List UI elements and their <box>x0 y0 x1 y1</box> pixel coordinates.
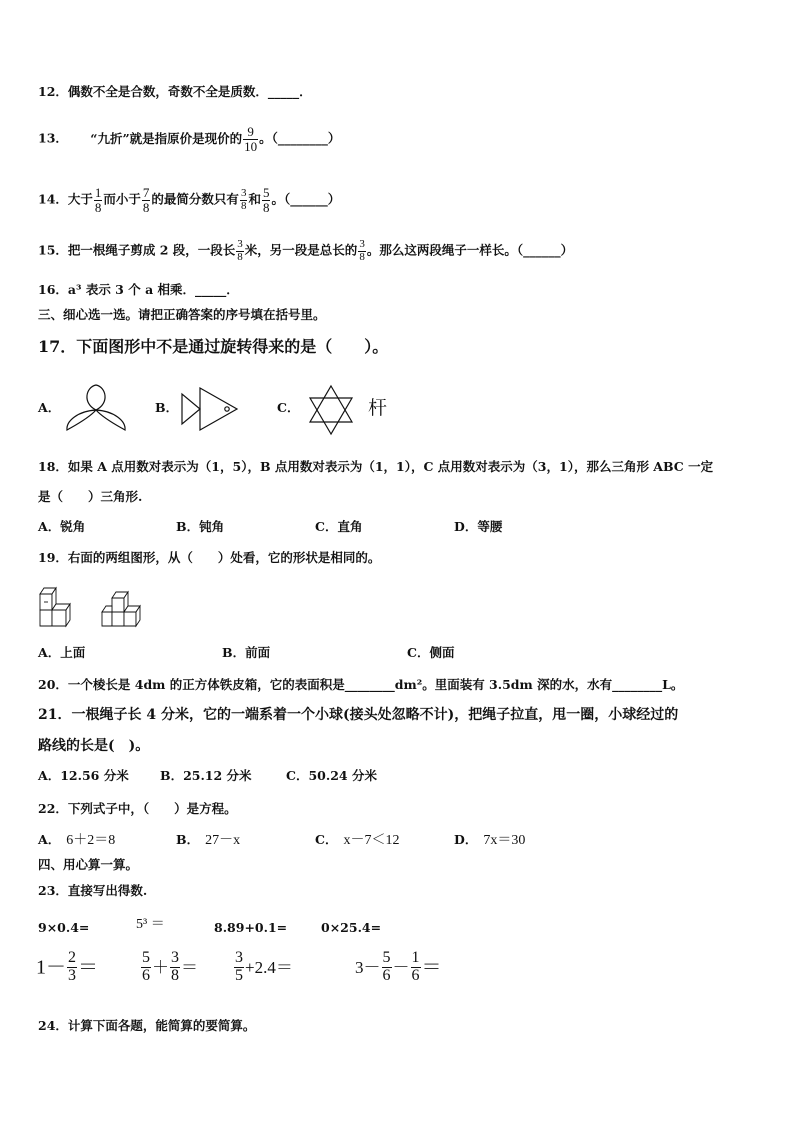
option-expression: x－7＜12 <box>343 833 400 848</box>
q15-line <box>38 239 573 263</box>
fraction <box>141 950 151 985</box>
q14-line <box>38 186 340 214</box>
fraction <box>170 950 180 985</box>
q23-problem-1: 9×0.4= <box>38 920 90 935</box>
section-3-heading: 三、细心选一选。请把正确答案的序号填在括号里。 <box>38 307 326 322</box>
q21-option-c: C．50.24 分米 <box>286 768 377 783</box>
q18-option-d: D．等腰 <box>454 519 503 534</box>
q22-option-b <box>176 834 240 848</box>
q23-problem-8 <box>355 950 442 985</box>
q23-problem-2: 5³ ＝ <box>136 917 165 932</box>
fraction-denominator: 5 <box>235 966 243 984</box>
q18-line-1: 18．如果 A 点用数对表示为（1，5），B 点用数对表示为（1，1），C 点用数对表示为（3，1），那么三角形 ABC 一定 <box>38 459 714 474</box>
fraction-denominator: 8 <box>240 199 247 212</box>
fraction-numerator: 3 <box>240 187 247 200</box>
q18-line-2: 是（ ）三角形. <box>38 489 143 504</box>
q17-option-c-character: 杆 <box>368 397 388 419</box>
expression-text: 1－ <box>36 956 66 979</box>
fraction-numerator: 7 <box>142 185 150 200</box>
fraction-denominator: 3 <box>68 966 76 984</box>
star-of-david-figure <box>308 385 354 435</box>
q14-answer-blank: 。（______） <box>271 191 341 207</box>
q14-fraction-4 <box>262 186 271 214</box>
q14-fraction-1 <box>94 186 103 214</box>
q19-option-c: C．侧面 <box>407 645 455 660</box>
q22-option-d <box>454 834 525 848</box>
fraction-denominator: 8 <box>142 199 150 215</box>
fraction <box>382 950 392 985</box>
q23-problem-7 <box>233 950 293 985</box>
q23-problem-6 <box>140 950 198 985</box>
expression-text: ＝ <box>181 957 198 977</box>
fraction-denominator: 10 <box>244 138 258 154</box>
q17-option-b-label: B． <box>155 400 179 415</box>
q22-option-a <box>38 834 115 848</box>
q23-problem-5 <box>36 950 98 985</box>
q13-line <box>38 125 340 153</box>
q14-text: 和 <box>248 191 261 207</box>
fraction-numerator: 5 <box>142 949 150 966</box>
q17-stem: 17．下面图形中不是通过旋转得来的是（ ）。 <box>38 337 389 356</box>
expression-text: ＋ <box>152 957 169 977</box>
q15-fraction-1 <box>236 239 244 263</box>
q16-text: 16．a³ 表示 3 个 a 相乘．_____． <box>38 282 239 297</box>
fraction-numerator: 2 <box>68 949 76 966</box>
q13-fraction <box>243 125 258 153</box>
q13-number: 13． <box>38 130 68 146</box>
fraction-denominator: 8 <box>171 966 179 984</box>
fraction-denominator: 6 <box>411 966 420 984</box>
fraction <box>234 950 244 985</box>
q22-stem: 22．下列式子中，（ ）是方程。 <box>38 801 237 816</box>
q17-option-c-label: C． <box>277 400 300 415</box>
option-label: D． <box>454 832 478 847</box>
fraction-numerator: 1 <box>411 949 420 966</box>
fraction <box>411 950 421 985</box>
q19-option-b: B．前面 <box>222 645 271 660</box>
expression-text: ＝ <box>421 956 442 979</box>
q18-option-c: C．直角 <box>315 519 363 534</box>
fraction-denominator: 6 <box>142 966 150 984</box>
fraction-denominator: 8 <box>237 250 243 263</box>
q14-stem: 14．大于 <box>38 191 93 207</box>
option-expression: 6＋2＝8 <box>66 833 116 848</box>
q20-text: 20．一个棱长是 4dm 的正方体铁皮箱，它的表面积是________dm²。里面装有 3.5dm 深的水，水有________L。 <box>38 677 684 692</box>
q19-stem: 19．右面的两组图形，从（ ）处看，它的形状是相同的。 <box>38 550 381 565</box>
q18-option-a: A．锐角 <box>38 519 86 534</box>
q13-answer-blank: 。（________） <box>259 130 341 146</box>
fraction-denominator: 8 <box>94 199 102 215</box>
q14-fraction-3 <box>240 188 248 212</box>
fraction-numerator: 1 <box>94 185 102 200</box>
q14-text: 的最简分数只有 <box>151 191 239 207</box>
trefoil-figure <box>64 383 128 435</box>
expression-text: 3－ <box>355 957 381 977</box>
q19-option-a: A．上面 <box>38 645 86 660</box>
q24-text: 24．计算下面各题，能简算的要简算。 <box>38 1018 256 1033</box>
q21-option-b: B．25.12 分米 <box>160 768 252 783</box>
fraction-numerator: 5 <box>382 949 391 966</box>
q14-text: 而小于 <box>103 191 141 207</box>
option-label: A． <box>38 832 61 847</box>
cube-stack-figure-2 <box>100 584 142 628</box>
q15-text: 米，另一段是总长的 <box>244 242 358 258</box>
q12-text: 12．偶数不全是合数，奇数不全是质数．_____． <box>38 84 312 99</box>
q14-fraction-2 <box>142 186 151 214</box>
q21-option-a: A．12.56 分米 <box>38 768 129 783</box>
q23-problem-4: 0×25.4= <box>321 920 382 935</box>
expression-text: +2.4＝ <box>245 957 293 977</box>
option-label: B． <box>176 832 200 847</box>
fraction-numerator: 3 <box>171 949 179 966</box>
option-expression: 27－x <box>205 833 241 848</box>
q21-line-2: 路线的长是( )。 <box>38 738 150 754</box>
option-expression: 7x＝30 <box>483 833 526 848</box>
fraction-numerator: 3 <box>235 949 243 966</box>
q15-fraction-2 <box>358 239 366 263</box>
fraction-numerator: 3 <box>237 238 243 250</box>
q13-stem: “九折”就是指原价是现价的 <box>90 130 243 146</box>
fish-figure <box>180 386 240 432</box>
q23-stem: 23．直接写出得数. <box>38 883 148 898</box>
q21-line-1: 21．一根绳子长 4 分米，它的一端系着一个小球(接头处忽略不计)，把绳子拉直，甩一圈，小球经过的 <box>38 707 679 723</box>
fraction-numerator: 3 <box>359 238 365 250</box>
fraction-denominator: 6 <box>382 966 391 984</box>
expression-text: － <box>392 957 410 977</box>
fraction-denominator: 8 <box>359 250 365 263</box>
section-4-heading: 四、用心算一算。 <box>38 857 139 872</box>
cube-stack-figure-1 <box>38 584 72 628</box>
q15-answer-blank: 。那么这两段绳子一样长。（______） <box>366 242 574 258</box>
q23-problem-3: 8.89+0.1= <box>214 920 288 935</box>
q17-option-a-label: A． <box>38 400 61 415</box>
q15-stem: 15．把一根绳子剪成 2 段，一段长 <box>38 242 236 258</box>
fraction-numerator: 5 <box>262 185 270 200</box>
q18-option-b: B．钝角 <box>176 519 225 534</box>
fraction-numerator: 9 <box>243 125 258 140</box>
expression-text: ＝ <box>78 956 98 979</box>
q22-option-c <box>315 834 399 848</box>
option-label: C． <box>315 832 338 847</box>
q23-problem-5-fraction <box>67 950 77 985</box>
fraction-denominator: 8 <box>262 199 270 215</box>
